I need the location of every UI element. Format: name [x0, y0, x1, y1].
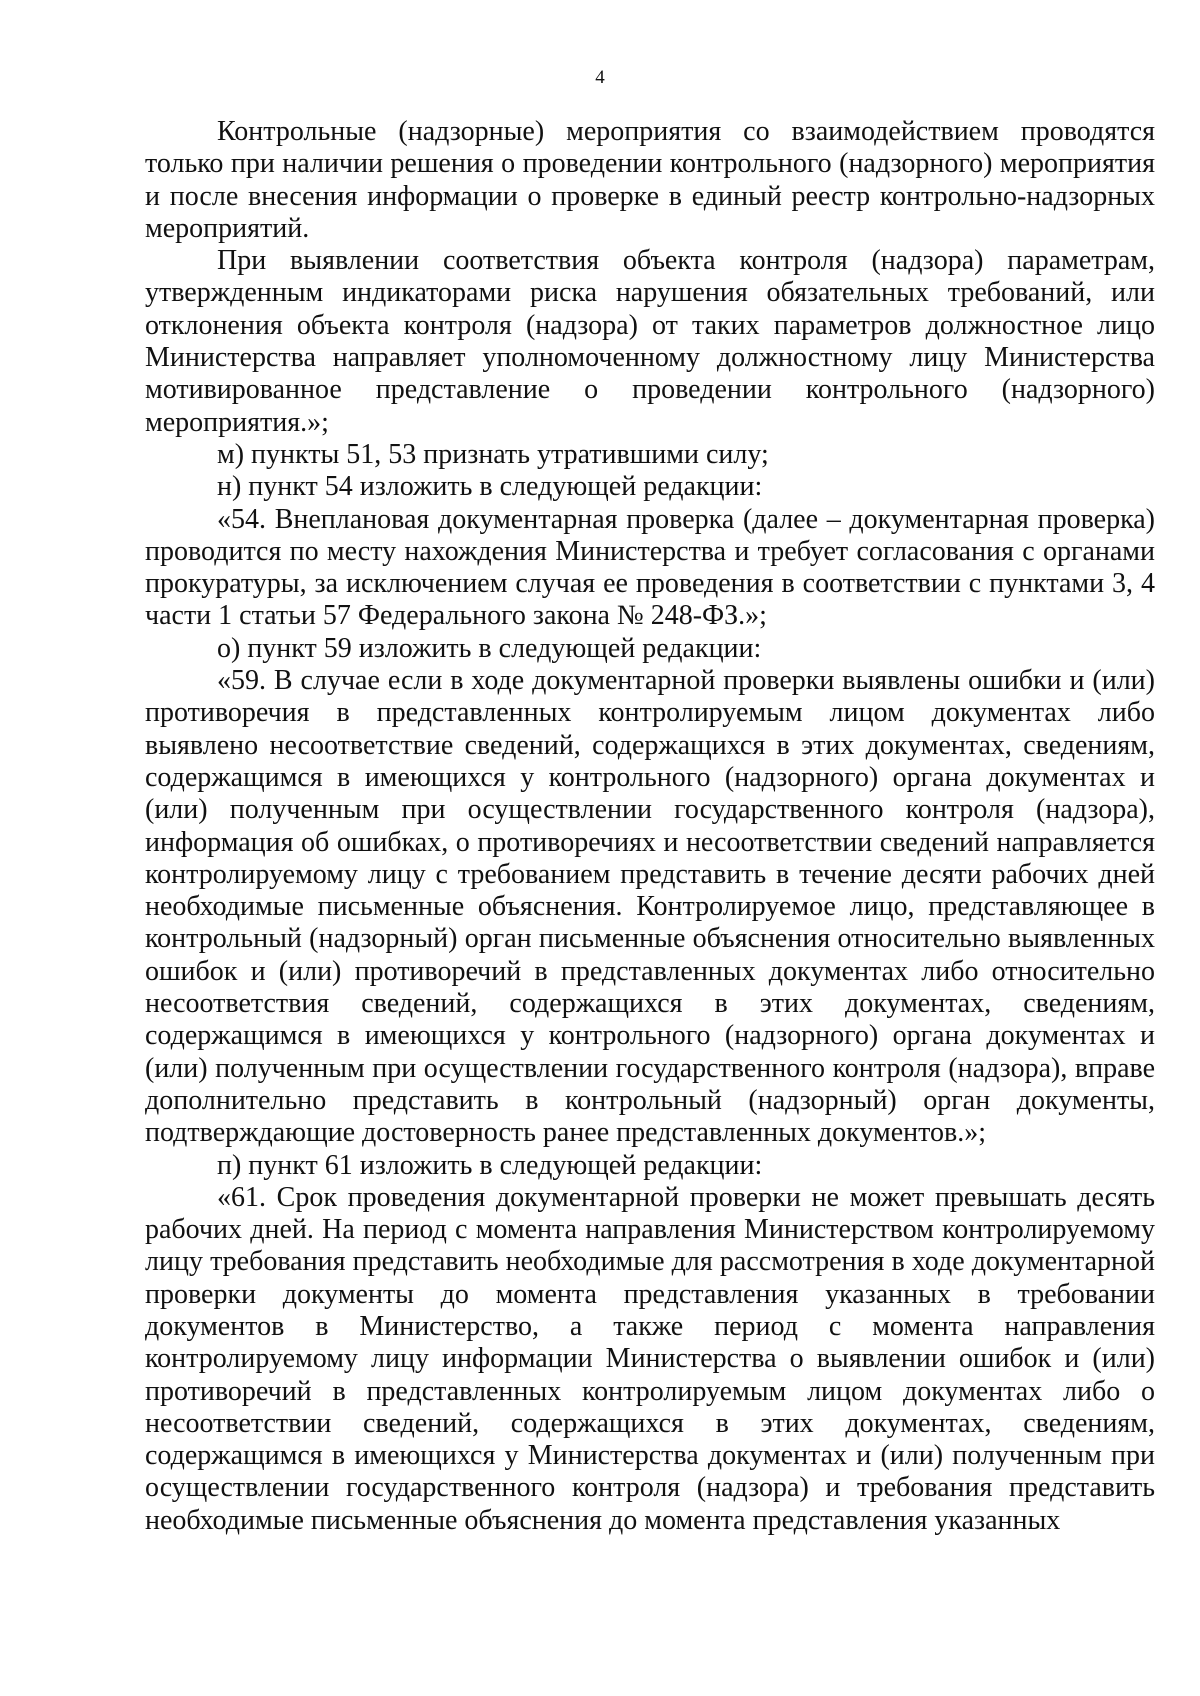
paragraph-risk-indicators: При выявлении соответствия объекта контроля (надзора) параметрам, утвержденным индикаторами риска нарушения обязательных требований, или отклонения объекта контроля (надзора) от таких параметров должностное лицо Министерства направляет уполномоченному должностному лицу Министерства мотивированное представление о проведении контрольного (надзорного) мероприятия.»;: [145, 245, 1155, 438]
paragraph-item-p: п) пункт 61 изложить в следующей редакции:: [217, 1149, 763, 1181]
paragraph-clause-61: «61. Срок проведения документарной проверки не может превышать десять рабочих дней. На период с момента направления Министерством контролируемому лицу требования представить необходимые для рассмотрения в ходе документарной проверки документы до момента представления указанных в требовании документов в Министерство, а также период с момента направления контролируемому лицу информации Министерства о выявлении ошибок и (или) противоречий в представленных контролируемым лицом документах либо о несоответствии сведений, содержащихся в этих документах, сведениям, содержащимся в имеющихся у Министерства документах и (или) полученным при осуществлении государственного контроля (надзора) и требования представить необходимые письменные объяснения до момента представления указанных: [145, 1181, 1155, 1536]
paragraph-item-o: о) пункт 59 изложить в следующей редакции:: [217, 632, 762, 664]
document-body: [145, 116, 1155, 1537]
paragraph-control-events: Контрольные (надзорные) мероприятия со взаимодействием проводятся только при наличии решения о проведении контрольного (надзорного) мероприятия и после внесения информации о проверке в единый реестр контрольно-надзорных мероприятий.: [145, 116, 1155, 244]
paragraph-item-m: м) пункты 51, 53 признать утратившими силу;: [217, 438, 769, 470]
page-number: 4: [595, 67, 605, 88]
paragraph-clause-54: «54. Внеплановая документарная проверка (далее – документарная проверка) проводится по месту нахождения Министерства и требует согласования с органами прокуратуры, за исключением случая ее проведения в соответствии с пунктами 3, 4 части 1 статьи 57 Федерального закона № 248-ФЗ.»;: [145, 503, 1155, 632]
paragraph-item-n: н) пункт 54 изложить в следующей редакции:: [217, 471, 763, 503]
paragraph-clause-59: «59. В случае если в ходе документарной проверки выявлены ошибки и (или) противоречия в представленных контролируемым лицом документах либо выявлено несоответствие сведений, содержащихся в этих документах, сведениям, содержащимся в имеющихся у контрольного (надзорного) органа документах и (или) полученным при осуществлении государственного контроля (надзора), информация об ошибках, о противоречиях и несоответствии сведений направляется контролируемому лицу с требованием представить в течение десяти рабочих дней необходимые письменные объяснения. Контролируемое лицо, представляющее в контрольный (надзорный) орган письменные объяснения относительно выявленных ошибок и (или) противоречий в представленных документах либо относительно несоответствия сведений, содержащихся в этих документах, сведениям, содержащимся в имеющихся у контрольного (надзорного) органа документах и (или) полученным при осуществлении государственного контроля (надзора), вправе дополнительно представить в контрольный (надзорный) орган документы, подтверждающие достоверность ранее представленных документов.»;: [145, 665, 1155, 1149]
